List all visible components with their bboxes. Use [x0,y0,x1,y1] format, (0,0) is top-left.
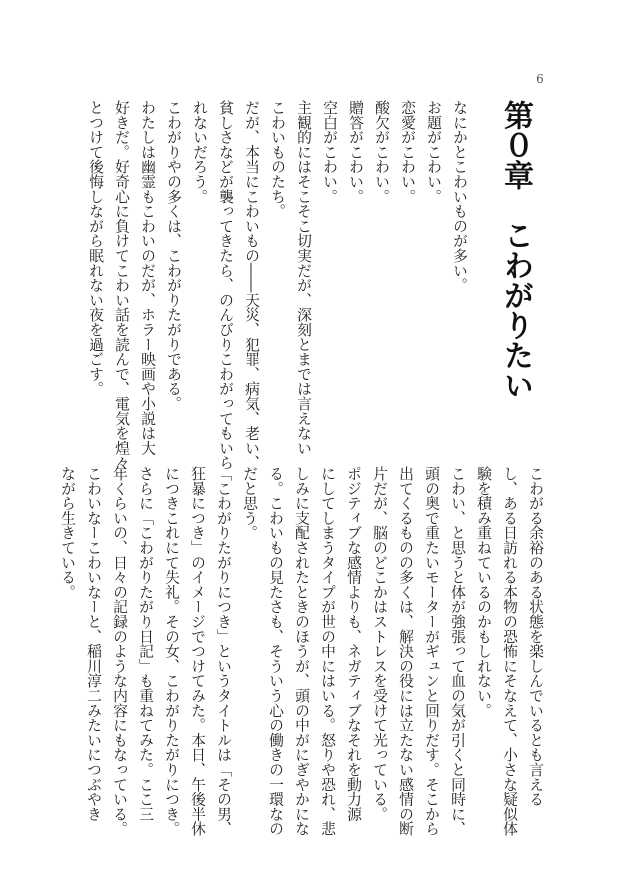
text-line: さらに「こわがりたがり日記」も重ねてみた。ここ三 [137,466,154,822]
text-line: こわがる余裕のある状態を楽しんでいるとも言える [527,466,544,807]
text-line: 験を積み重ねているのかもしれない。 [475,466,492,718]
text-line: にしてしまうタイプが世の中にはいる。怒りや恐れ、悲 [319,466,336,836]
text-line: る。こわいもの見たさも、そういう心の働きの一環なの [267,466,284,836]
text-line: お題がこわい。 [425,100,442,204]
text-line: わたしは幽霊もこわいのだが、ホラー映画や小説は大 [139,100,156,456]
text-line: 出てくるものの多くは、解決の役には立たない感情の断 [397,466,414,836]
text-line: ポジティブな感情よりも、ネガティブなそれを動力源 [345,466,362,822]
text-line: こわいものたち。 [269,100,286,219]
text-line: ながら生きている。 [59,466,76,600]
text-line: こわい、と思うと体が強張って血の気が引くと同時に、 [449,466,466,836]
text-line: こわいなーこわいなーと、稲川淳二みたいにつぶやき [85,466,102,822]
text-line: こわがりやの多くは、こわがりたがりである。 [165,100,182,411]
text-line: し、ある日訪れる本物の恐怖にそなえて、小さな疑似体 [501,466,518,836]
text-line: とつけて後悔しながら眠れない夜を過ごす。 [87,100,104,396]
text-line: につきこれにて失礼。その女、こわがりたがりにつき。 [163,466,180,836]
chapter-title: 第０章 こわがりたい [498,100,533,400]
text-line: れないだろう。 [191,100,208,204]
text-line: 恋愛がこわい。 [399,100,416,204]
text-line: 貧しさなどが襲ってきたら、のんびりこわがってもいら [217,100,234,470]
text-line: 狂暴につき」のイメージでつけてみた。本日、午後半休 [189,466,206,836]
text-line: 「こわがりたがりにつき」というタイトルは「その男、 [215,466,232,836]
text-line: だが、本当にこわいもの――天災、犯罪、病気、老い、 [243,100,260,470]
text-line: 空白がこわい。 [321,100,338,204]
text-line: 片だが、脳のどこかはストレスを受けて光っている。 [371,466,388,822]
text-line: 好きだ。好奇心に負けてこわい話を読んで、電気を煌々 [113,100,130,470]
text-line: なにかとこわいものが多い。 [451,100,468,293]
text-line: しみに支配されたときのほうが、頭の中がにぎやかにな [293,466,310,836]
text-line: 酸欠がこわい。 [373,100,390,204]
text-line: 頭の奥で重たいモーターがギュンと回りだす。そこから [423,466,440,836]
text-line: 主観的にはそこそこ切実だが、深刻とまでは言えない [295,100,312,456]
text-line: だと思う。 [241,466,258,540]
text-line: 贈答がこわい。 [347,100,364,204]
page-number: 6 [536,72,544,86]
text-line: 年くらいの、日々の記録のような内容にもなっている。 [111,466,128,836]
